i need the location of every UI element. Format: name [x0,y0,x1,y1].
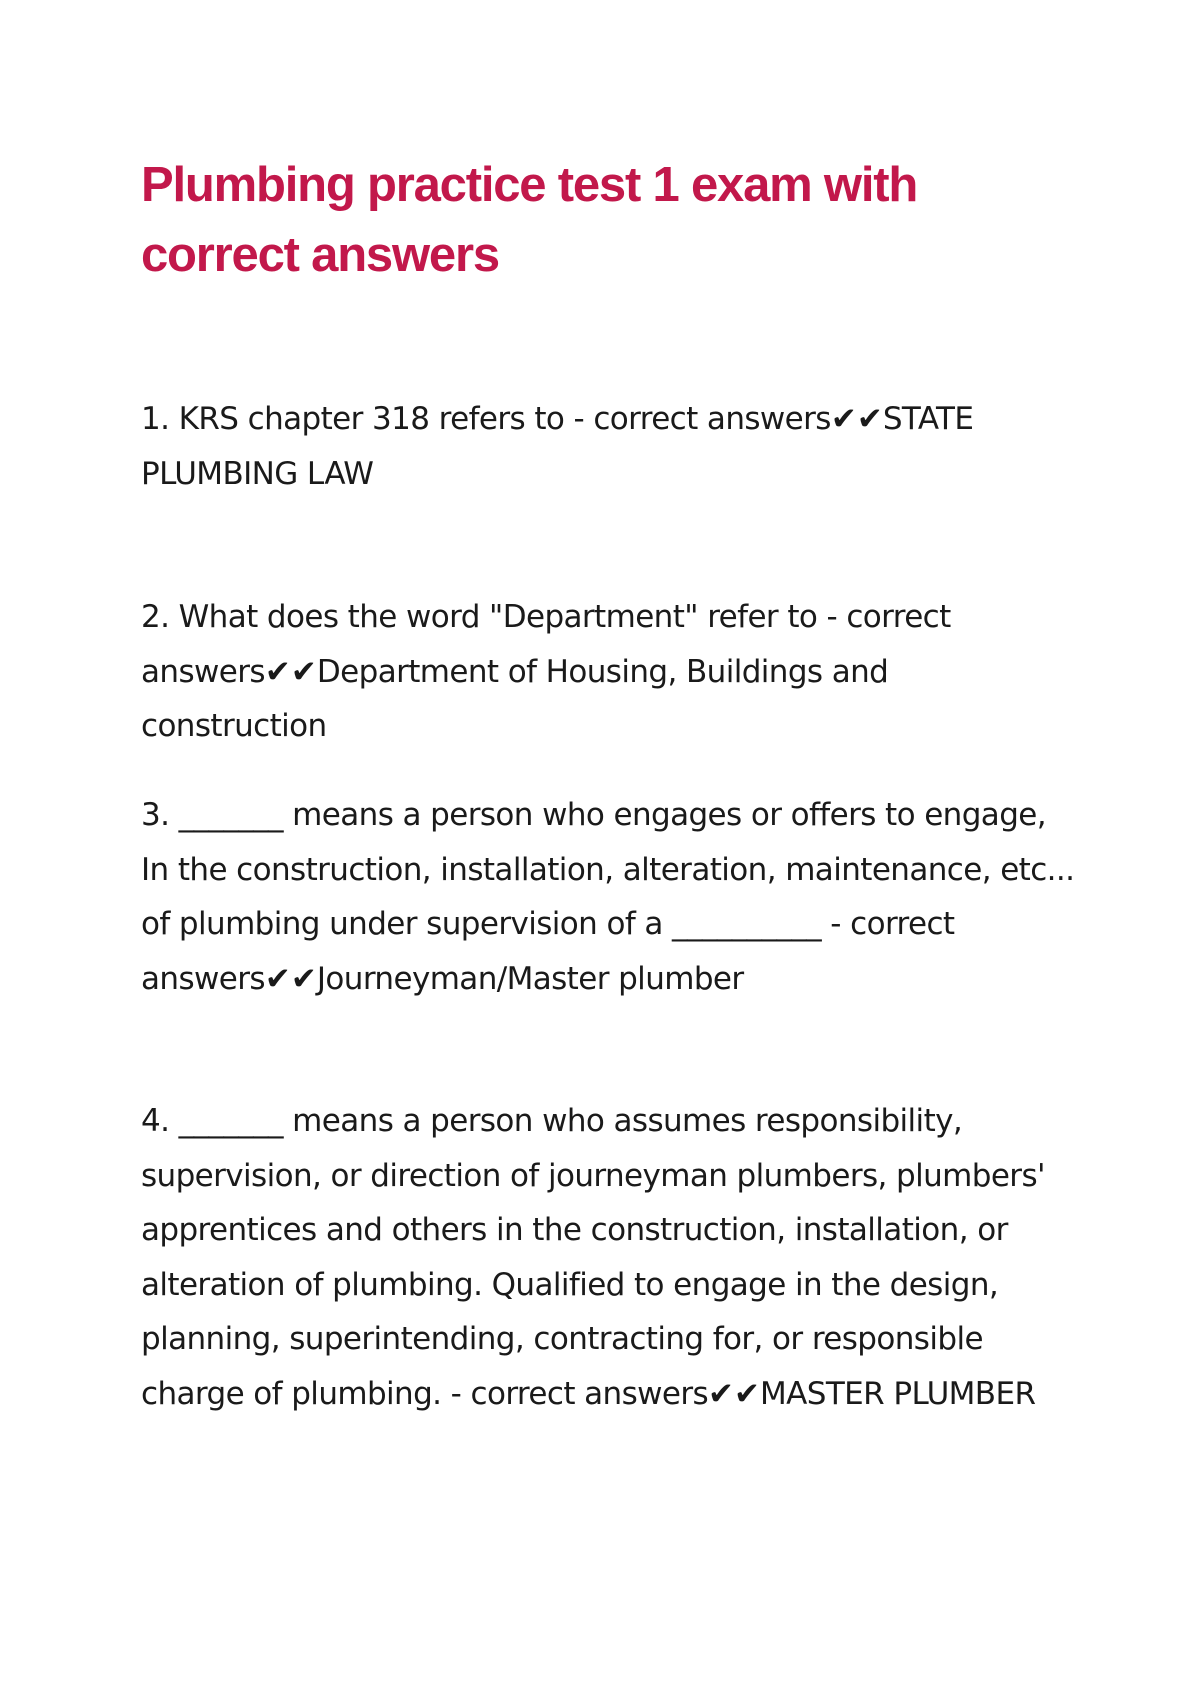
question-text: 2. What does the word "Department" refer to - correct answers [141,599,951,690]
checkmark-icon: ✔✔ [264,960,317,997]
question-text: 4. _______ means a person who assumes responsibility, supervision, or direction of journeyman plumbers, plumbers' apprentices and others in the construction, installation, or alteration of plumbing. Qualified to engage in the design, planning, superintending, contracting for, or responsible charge of plumbing. - correct answers [141,1103,1045,1412]
qa-item-2 [141,590,1076,754]
answer-text: Journeyman/Master plumber [316,960,744,997]
qa-item-3 [141,788,1076,1006]
qa-item-1 [141,392,1076,501]
question-text: 1. KRS chapter 318 refers to - correct answers [141,401,831,437]
question-text: 3. _______ means a person who engages or offers to engage, In the construction, installation, alteration, maintenance, etc... of plumbing under supervision of a __________ - correct answers [141,797,1075,997]
answer-text: MASTER PLUMBER [760,1375,1036,1412]
checkmark-icon: ✔✔ [708,1375,760,1412]
checkmark-icon: ✔✔ [264,653,317,690]
answer-text: Department of Housing, Buildings and construction [141,653,889,744]
checkmark-icon: ✔✔ [830,401,883,437]
document-title: Plumbing practice test 1 exam with correct answers [141,158,918,282]
answer-text: STATE PLUMBING LAW [141,401,974,492]
qa-item-4 [141,1094,1076,1421]
